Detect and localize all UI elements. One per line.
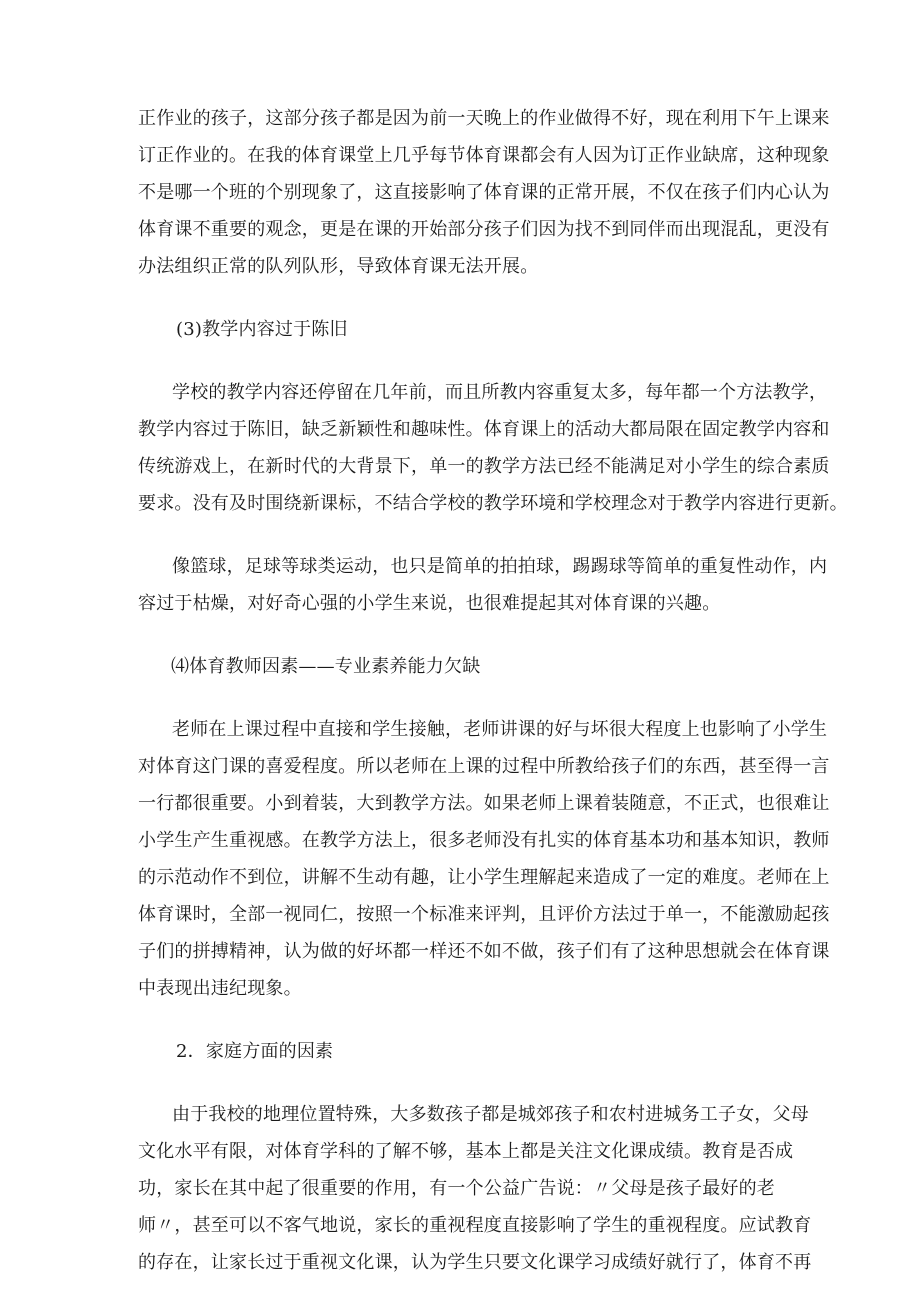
paragraph-4-line-2: 对体育这门课的喜爱程度。所以老师在上课的过程中所教给孩子们的东西，甚至得一言 <box>138 756 830 777</box>
paragraph-3-line-2: 容过于枯燥，对好奇心强的小学生来说，也很难提起其对体育课的兴趣。 <box>138 593 721 614</box>
paragraph-4-line-6: 体育课时，全部一视同仁，按照一个标准来评判，且评价方法过于单一，不能激励起孩 <box>138 904 830 925</box>
paragraph-2-line-1: 学校的教学内容还停留在几年前，而且所教内容重复太多，每年都一个方法教学， <box>172 382 828 403</box>
section-heading-3: (3)教学内容过于陈旧 <box>176 319 348 340</box>
section-heading-4: ⑷体育教师因素——专业素养能力欠缺 <box>171 656 481 677</box>
paragraph-2-line-4: 要求。没有及时围绕新课标，不结合学校的教学环境和学校理念对于教学内容进行更新。 <box>138 493 848 514</box>
paragraph-1-line-3: 不是哪一个班的个别现象了，这直接影响了体育课的正常开展，不仅在孩子们内心认为 <box>138 182 830 203</box>
paragraph-1-line-1: 正作业的孩子，这部分孩子都是因为前一天晚上的作业做得不好，现在利用下午上课来 <box>138 108 830 129</box>
paragraph-4-line-7: 子们的拼搏精神，认为做的好坏都一样还不如不做，孩子们有了这种思想就会在体育课 <box>138 941 830 962</box>
paragraph-5-line-1: 由于我校的地理位置特殊，大多数孩子都是城郊孩子和农村进城务工子女，父母 <box>172 1104 809 1125</box>
paragraph-2-line-2: 教学内容过于陈旧，缺乏新颖性和趣味性。体育课上的活动大都局限在固定教学内容和 <box>138 419 830 440</box>
paragraph-5-line-3: 功，家长在其中起了很重要的作用，有一个公益广告说：〃父母是孩子最好的老 <box>138 1178 775 1199</box>
paragraph-1-line-4: 体育课不重要的观念，更是在课的开始部分孩子们因为找不到同伴而出现混乱，更没有 <box>138 219 830 240</box>
paragraph-3-line-1: 像篮球，足球等球类运动，也只是简单的拍拍球，踢踢球等简单的重复性动作，内 <box>172 556 828 577</box>
paragraph-5-line-4: 师〃，甚至可以不客气地说，家长的重视程度直接影响了学生的重视程度。应试教育 <box>138 1215 812 1236</box>
paragraph-4-line-3: 一行都很重要。小到着装，大到教学方法。如果老师上课着装随意，不正式，也很难让 <box>138 793 830 814</box>
section-heading-2: 2．家庭方面的因素 <box>176 1041 334 1062</box>
paragraph-1-line-5: 办法组织正常的队列队形，导致体育课无法开展。 <box>138 256 539 277</box>
paragraph-5-line-2: 文化水平有限，对体育学科的了解不够，基本上都是关注文化课成绩。教育是否成 <box>138 1141 794 1162</box>
paragraph-4-line-8: 中表现出违纪现象。 <box>138 978 302 999</box>
paragraph-5-line-5: 的存在，让家长过于重视文化课，认为学生只要文化课学习成绩好就行了，体育不再 <box>138 1252 812 1273</box>
paragraph-4-line-5: 的示范动作不到位，讲解不生动有趣，让小学生理解起来造成了一定的难度。老师在上 <box>138 867 830 888</box>
paragraph-4-line-1: 老师在上课过程中直接和学生接触，老师讲课的好与坏很大程度上也影响了小学生 <box>172 719 828 740</box>
paragraph-2-line-3: 传统游戏上，在新时代的大背景下，单一的教学方法已经不能满足对小学生的综合素质 <box>138 456 830 477</box>
paragraph-4-line-4: 小学生产生重视感。在教学方法上，很多老师没有扎实的体育基本功和基本知识，教师 <box>138 830 830 851</box>
paragraph-1-line-2: 订正作业的。在我的体育课堂上几乎每节体育课都会有人因为订正作业缺席，这种现象 <box>138 145 830 166</box>
